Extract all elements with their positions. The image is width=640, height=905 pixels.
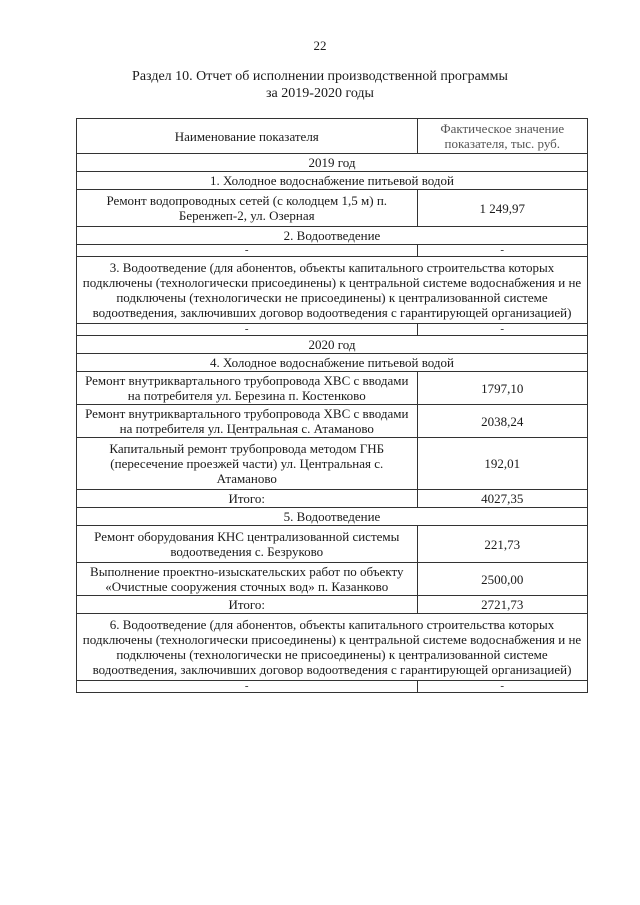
section-row-1	[77, 172, 588, 190]
row-4c-value: 192,01	[417, 438, 587, 490]
table-row	[77, 681, 588, 693]
table-row	[77, 405, 588, 438]
row-3-name: -	[77, 324, 418, 336]
table-row	[77, 372, 588, 405]
section-1-heading: 1. Холодное водоснабжение питьевой водой	[77, 172, 588, 190]
section-3-heading: 3. Водоотведение (для абонентов, объекты капитального строительства которых подключены (технологически присоединены) к центральной системе водоснабжения и не подключены (технологически не присоединены) к централизованной системе водоотведения, заключивших договор водоотведения с гарантирующей организацией)	[77, 257, 588, 324]
table-row	[77, 526, 588, 563]
section-row-3	[77, 257, 588, 324]
row-1-value: 1 249,97	[417, 190, 587, 227]
section-6-heading: 6. Водоотведение (для абонентов, объекты капитального строительства которых подключены (технологически присоединены) к центральной системе водоснабжения и не подключены (технологически не присоединены) к централизованной системе водоотведения, заключивших договор водоотведения с гарантирующей организацией)	[77, 614, 588, 681]
table-row	[77, 190, 588, 227]
row-4a-value: 1797,10	[417, 372, 587, 405]
row-4b-name: Ремонт внутриквартального трубопровода ХВС с вводами на потребителя ул. Центральная с. Атаманово	[77, 405, 418, 438]
row-4c-name: Капитальный ремонт трубопровода методом ГНБ (пересечение проезжей части) ул. Центральная с. Атаманово	[77, 438, 418, 490]
section-row-5	[77, 508, 588, 526]
table-row	[77, 324, 588, 336]
total-5-label: Итого:	[77, 596, 418, 614]
section-row-6	[77, 614, 588, 681]
row-1-name: Ремонт водопроводных сетей (с колодцем 1,5 м) п. Беренжеп-2, ул. Озерная	[77, 190, 418, 227]
row-6-value: -	[417, 681, 587, 693]
total-row-4	[77, 490, 588, 508]
total-row-5	[77, 596, 588, 614]
section-row-2	[77, 227, 588, 245]
row-6-name: -	[77, 681, 418, 693]
section-row-4	[77, 354, 588, 372]
row-5b-value: 2500,00	[417, 563, 587, 596]
table-row	[77, 438, 588, 490]
year-2020-cell: 2020 год	[77, 336, 588, 354]
header-value-cell: Фактическое значение показателя, тыс. руб.	[417, 119, 587, 154]
table-row	[77, 245, 588, 257]
page-number: 22	[313, 38, 327, 53]
section-2-heading: 2. Водоотведение	[77, 227, 588, 245]
row-4b-value: 2038,24	[417, 405, 587, 438]
total-4-label: Итого:	[77, 490, 418, 508]
row-5a-name: Ремонт оборудования КНС централизованной системы водоотведения с. Безруково	[77, 526, 418, 563]
year-2019-cell: 2019 год	[77, 154, 588, 172]
table-row	[77, 563, 588, 596]
year-row-2019	[77, 154, 588, 172]
total-4-value: 4027,35	[417, 490, 587, 508]
row-2-value: -	[417, 245, 587, 257]
row-5a-value: 221,73	[417, 526, 587, 563]
section-4-heading: 4. Холодное водоснабжение питьевой водой	[77, 354, 588, 372]
section-5-heading: 5. Водоотведение	[77, 508, 588, 526]
year-row-2020	[77, 336, 588, 354]
row-2-name: -	[77, 245, 418, 257]
header-name-cell: Наименование показателя	[77, 119, 418, 154]
document-title	[90, 68, 550, 102]
total-5-value: 2721,73	[417, 596, 587, 614]
report-table	[76, 118, 588, 693]
table-header-row	[77, 119, 588, 154]
row-3-value: -	[417, 324, 587, 336]
row-4a-name: Ремонт внутриквартального трубопровода ХВС с вводами на потребителя ул. Березина п. Костенково	[77, 372, 418, 405]
row-5b-name: Выполнение проектно-изыскательских работ по объекту «Очистные сооружения сточных вод» п. Казанково	[77, 563, 418, 596]
title-line-1: Раздел 10. Отчет об исполнении производственной программы	[132, 69, 508, 84]
title-line-2: за 2019-2020 годы	[266, 86, 374, 101]
